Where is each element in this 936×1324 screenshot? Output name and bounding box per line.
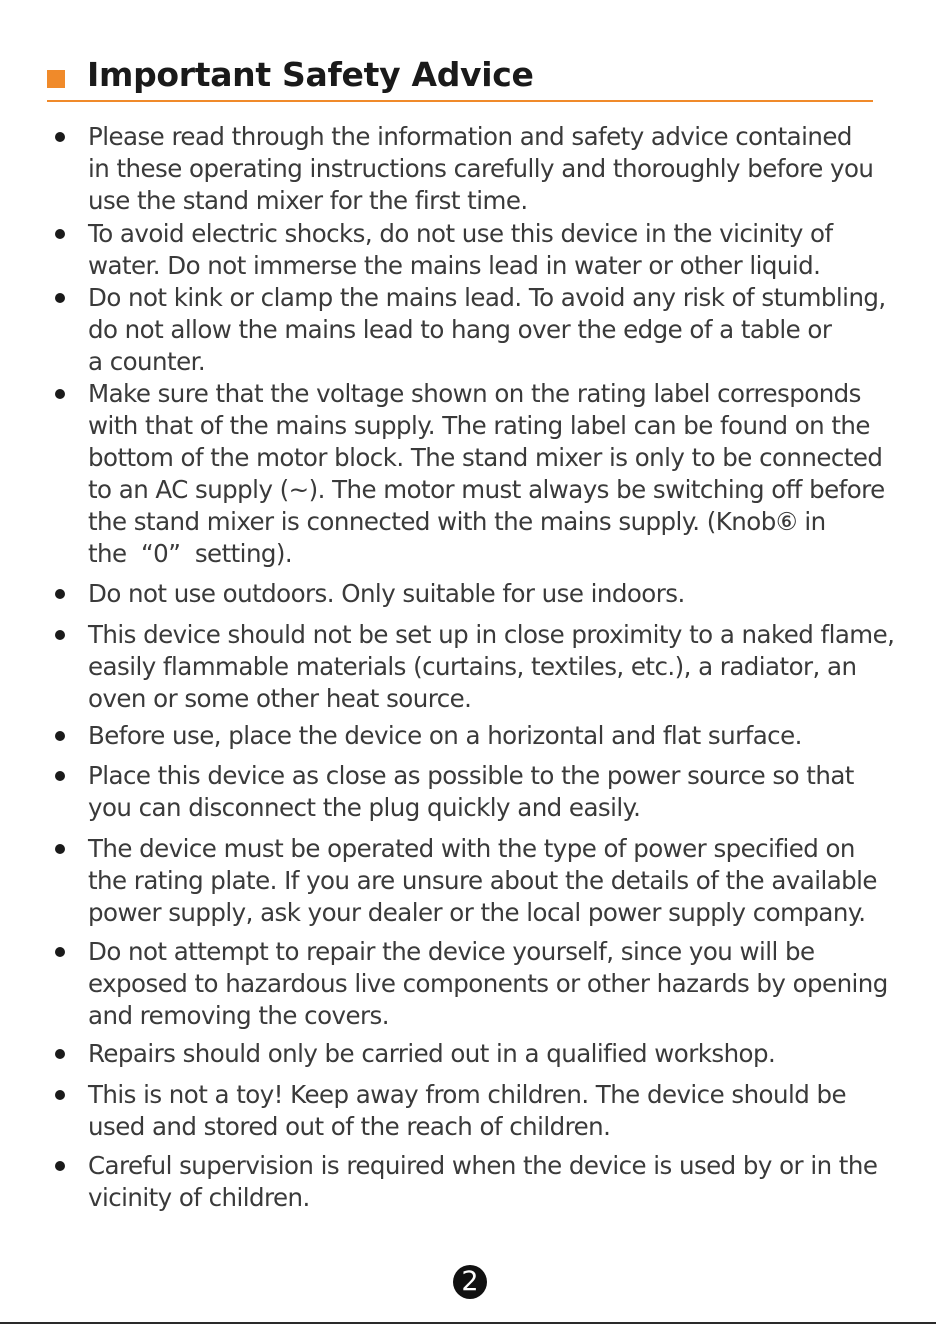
list-item [88, 1038, 908, 1070]
list-item [88, 282, 908, 378]
list-item-line: Do not use outdoors. Only suitable for use indoors. [88, 579, 685, 608]
list-item-line: oven or some other heat source. [88, 684, 472, 713]
list-item [88, 936, 908, 1032]
bullet-dot-icon [55, 731, 65, 741]
list-item [88, 218, 908, 282]
list-item-line: to an AC supply (~). The motor must always be switching off before [88, 475, 885, 504]
header-square-icon [47, 70, 65, 88]
list-item [88, 378, 908, 570]
list-item-line: The device must be operated with the type of power specified on [88, 834, 855, 863]
list-item-line: vicinity of children. [88, 1183, 310, 1212]
list-item-line: Place this device as close as possible to the power source so that [88, 761, 854, 790]
list-item-line: Repairs should only be carried out in a qualified workshop. [88, 1039, 776, 1068]
page-title: Important Safety Advice [87, 55, 534, 94]
list-item-line: power supply, ask your dealer or the local power supply company. [88, 898, 866, 927]
list-item-line: Do not attempt to repair the device yourself, since you will be [88, 937, 815, 966]
bullet-dot-icon [55, 1090, 65, 1100]
list-item-line: Do not kink or clamp the mains lead. To avoid any risk of stumbling, [88, 283, 886, 312]
bullet-dot-icon [55, 229, 65, 239]
bullet-dot-icon [55, 389, 65, 399]
list-item-line: in these operating instructions carefully and thoroughly before you [88, 154, 874, 183]
list-item-line: Make sure that the voltage shown on the rating label corresponds [88, 379, 861, 408]
bullet-dot-icon [55, 771, 65, 781]
page-number: 2 [453, 1265, 487, 1299]
bullet-dot-icon [55, 630, 65, 640]
list-item-line: water. Do not immerse the mains lead in water or other liquid. [88, 251, 821, 280]
bullet-dot-icon [55, 844, 65, 854]
list-item-line: This is not a toy! Keep away from children. The device should be [88, 1080, 846, 1109]
list-item-line: used and stored out of the reach of children. [88, 1112, 611, 1141]
section-header [47, 54, 873, 102]
list-item-line: To avoid electric shocks, do not use this device in the vicinity of [88, 219, 833, 248]
list-item-line: a counter. [88, 347, 206, 376]
bullet-dot-icon [55, 1049, 65, 1059]
list-item [88, 121, 908, 217]
list-item [88, 619, 908, 715]
list-item-line: Before use, place the device on a horizontal and flat surface. [88, 721, 802, 750]
list-item [88, 760, 908, 824]
list-item-line: exposed to hazardous live components or other hazards by opening [88, 969, 888, 998]
list-item [88, 720, 908, 752]
bullet-dot-icon [55, 947, 65, 957]
list-item-line: Careful supervision is required when the device is used by or in the [88, 1151, 878, 1180]
list-item [88, 1150, 908, 1214]
list-item-line: do not allow the mains lead to hang over the edge of a table or [88, 315, 832, 344]
bullet-dot-icon [55, 293, 65, 303]
list-item [88, 578, 908, 610]
list-item-line: Please read through the information and safety advice contained [88, 122, 852, 151]
list-item-line: bottom of the motor block. The stand mixer is only to be connected [88, 443, 883, 472]
bullet-dot-icon [55, 132, 65, 142]
list-item-line: This device should not be set up in close proximity to a naked flame, [88, 620, 895, 649]
bullet-dot-icon [55, 589, 65, 599]
list-item-line: you can disconnect the plug quickly and easily. [88, 793, 641, 822]
bullet-dot-icon [55, 1161, 65, 1171]
list-item-line: the rating plate. If you are unsure about the details of the available [88, 866, 877, 895]
list-item-line: and removing the covers. [88, 1001, 389, 1030]
list-item-line: the stand mixer is connected with the mains supply. (Knob⑥ in [88, 507, 826, 536]
list-item [88, 1079, 908, 1143]
list-item-line: with that of the mains supply. The rating label can be found on the [88, 411, 870, 440]
list-item [88, 833, 908, 929]
list-item-line: the “0” setting). [88, 539, 293, 568]
list-item-line: easily flammable materials (curtains, textiles, etc.), a radiator, an [88, 652, 857, 681]
list-item-line: use the stand mixer for the first time. [88, 186, 528, 215]
